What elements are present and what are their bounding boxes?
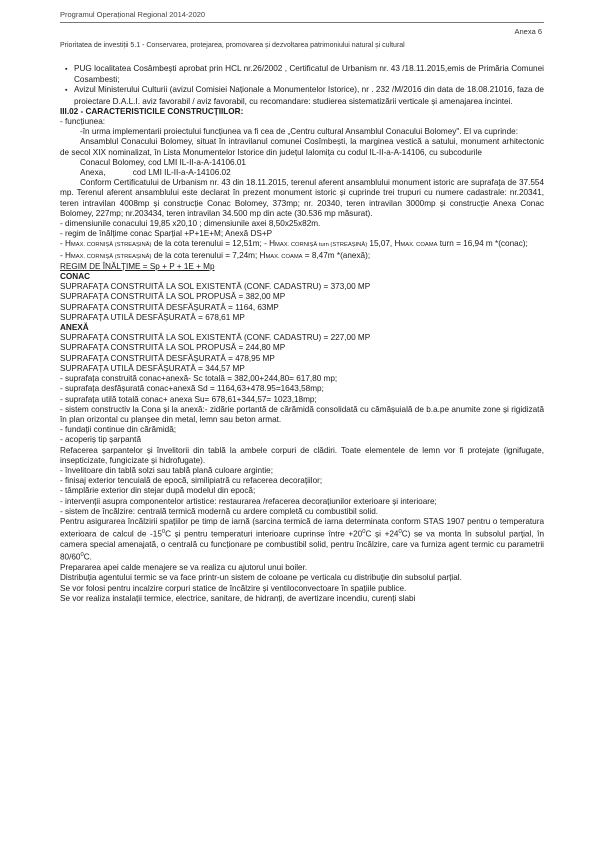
total-built-area: - suprafața construită conac+anexă- Sc totală = 382,00+244,80= 617,80 mp;	[60, 374, 338, 384]
distribution-line: Distribuția agentului termic se va face printr-un sistem de coloane pe verticala cu distribuție din subsolul parțial.	[60, 573, 462, 583]
anexa-heading: ANEXĂ	[60, 323, 89, 333]
height-subscript: MAX. COAMA	[400, 242, 438, 249]
roofing-line: - învelitoare din tablă solzi sau tablă plană culoare argintie;	[60, 465, 274, 475]
roof-refurbishment: Refacerea șarpantelor și învelitorii din tablă la ambele corpuri de clădiri. Toate elementele de lemn vor fi protejate (ignifugate, insepticizate, fungicizate și hidrofugate).	[60, 445, 544, 465]
height-anexa-line	[60, 251, 544, 262]
heating-text: C și pentru temperaturi interioare cuprinse între +20	[165, 529, 363, 539]
document-body	[60, 64, 544, 604]
header-divider	[60, 22, 544, 23]
heating-text: C) se va monta în subsolul parțial, în camera special amenajată, o centrală cu funcționare pe combustibil solid, pentru încălzire, care va furniza agent termic cu parametrii 80/60	[60, 529, 545, 563]
radiators-line: Se vor folosi pentru incalzire corpuri statice de încălzire și ventiloconvectoare în spațiile publice.	[60, 583, 407, 593]
heating-text: C și +24	[365, 529, 399, 539]
foundations-line: - fundații continue din cărămidă;	[60, 425, 177, 435]
function-label: - funcțiunea:	[60, 117, 106, 127]
height-text: - H	[60, 250, 71, 260]
exterior-finish-line: - finisaj exterior tencuială de epocă, similipiatră cu refacerea decorațiilor;	[60, 476, 323, 486]
height-conac-line	[60, 239, 544, 250]
heating-text: Pentru asigurarea încălzirii spațiilor pe timp de iarnă (sarcina termică de iarna determinata conform STAS 1907 pentru o temperatura exterioara de calcul de -15	[60, 516, 544, 539]
height-subscript: MAX. CORNIȘĂ (STREAȘINĂ)	[70, 242, 152, 249]
height-text: = 8,47m *(anexă);	[302, 250, 371, 260]
joinery-line: - tâmplărie exterior din stejar după modelul din epocă;	[60, 486, 256, 496]
degree-mark: 0	[161, 529, 166, 536]
anexa-area-existing: SUPRAFAȚA CONSTRUITĂ LA SOL EXISTENTĂ (CONF. CADASTRU) = 227,00 MP	[60, 333, 371, 343]
hot-water-line: Prepararea apei calde menajere se va realiza cu ajutorul unui boiler.	[60, 563, 308, 573]
roof-type-line: - acoperiș tip șarpantă	[60, 435, 142, 445]
degree-mark: 0	[362, 529, 366, 536]
subcode-conac: Conacul Bolomey, cod LMI IL-II-a-A-14106.01	[80, 157, 246, 167]
heating-text: C.	[83, 553, 92, 563]
anexa-area-developed: SUPRAFAȚA CONSTRUITĂ DESFĂȘURATĂ = 478,95 MP	[60, 353, 275, 363]
section-heading: III.02 - CARACTERISTICILE CONSTRUCȚIILOR:	[60, 106, 244, 116]
priority-axis: Prioritatea de investiții 5.1 - Conservarea, protejarea, promovarea și dezvoltarea patrimoniului natural și cultural	[60, 42, 405, 49]
height-subscript: MAX. CORNIȘĂ (STREAȘINĂ)	[70, 253, 152, 260]
anexa-area-useful: SUPRAFAȚA UTILĂ DESFĂȘURATĂ = 344,57 MP	[60, 363, 245, 373]
anexa-area-proposed: SUPRAFAȚA CONSTRUITĂ LA SOL PROPUSĂ = 244,80 MP	[60, 343, 286, 353]
subcode-anexa: Anexa, cod LMI IL-II-a-A-14106.02	[80, 168, 231, 178]
height-regime-line: - regim de înălțime conac Sparțial +P+1E+M; Anexă DS+P	[60, 229, 273, 239]
bullet-pug: ▪ PUG localitatea Cosâmbești aprobat prin HCL nr.26/2002 , Certificatul de Urbanism nr. 43 /18.11.2015,emis de Primăria Comunei Cosambesti;	[60, 64, 544, 85]
height-text: - H	[60, 239, 71, 249]
artistic-interventions: - intervenții asupra componentelor artistice: restaurarea /refacerea decorațiunilor exterioare și interioare;	[60, 496, 437, 506]
dimensions-line: - dimensiunile conacului 19,85 x20,10 ; dimensiunile axei 8,50x25x82m.	[60, 219, 321, 229]
function-paragraph: -în urma implementarii proiectului funcțiunea va fi cea de „Centru cultural Ansamblul Conacului Bolomey". El va cuprinde:	[80, 127, 518, 137]
height-text: de la cota terenului = 7,24m; H	[151, 250, 266, 260]
program-header: Programul Operațional Regional 2014-2020	[60, 10, 206, 19]
height-subscript: MAX. COAMA	[265, 253, 303, 260]
height-text: 15,07, H	[367, 239, 401, 249]
degree-mark: 0	[80, 552, 84, 559]
conac-area-developed: SUPRAFAȚA CONSTRUITĂ DESFĂȘURATĂ = 1164, 63MP	[60, 302, 279, 312]
height-regime-total: REGIM DE ÎNĂLȚIME = Sp + P + 1E + Mp	[60, 261, 215, 271]
conac-area-existing: SUPRAFAȚA CONSTRUITĂ LA SOL EXISTENTĂ (CONF. CADASTRU) = 373,00 MP	[60, 282, 371, 292]
height-subscript: MAX. CORNIȘĂ turn (STREAȘINĂ)	[275, 242, 368, 249]
height-text: turn = 16,94 m *(conac);	[437, 239, 528, 249]
height-text: de la cota terenului = 12,51m; - H	[151, 239, 276, 249]
bullet-aviz: ▪ Avizul Ministerului Culturii (avizul Comisiei Naționale a Monumentelor Istorice), nr . 232 /M/2016 din data de 18.08.21016, faza de proiectare D.A.L.I. aviz favorabil / aviz favorabil, cu recomandare: studierea sistematizării verticale și amenajarea incintei.	[60, 85, 544, 106]
ensemble-paragraph: Ansamblul Conacului Bolomey, situat în intravilanul comunei Cosîmbești, la marginea vestică a satului, monument arhitectonic de secol XIX nominalizat, în Lista Monumentelor Istorice din județul Ialomița cu codul IL-II-a-A-14106, cu subcodurile	[60, 137, 544, 157]
total-developed-area: - suprafața desfășurată conac+anexă Sd = 1164,63+478.95=1643,58mp;	[60, 384, 324, 394]
conac-heading: CONAC	[60, 272, 91, 282]
annex-label: Anexa 6	[514, 27, 542, 36]
heating-system-line: - sistem de încălzire: centrală termică modernă cu ardere completă cu combustibil solid.	[60, 506, 379, 516]
conac-area-proposed: SUPRAFAȚA CONSTRUITĂ LA SOL PROPUSĂ = 382,00 MP	[60, 292, 286, 302]
degree-mark: 0	[398, 529, 402, 536]
heating-paragraph	[60, 517, 544, 563]
urbanism-paragraph: Conform Certificatului de Urbanism nr. 43 din 18.11.2015, terenul aferent ansamblului monument istoric are suprafața de 37.554 mp. Terenul aferent ansamblului este declarat în prezent monument istoric și cuprinde trei trupuri cu numere cadastrale: nr.20341, teren intravilan 4008mp și construcție Conac Bolomey, 373mp; nr. 20340, teren intravilan 3000mp și construcție Anexa Conac Bolomey, 227mp; nr.203434, teren intravilan 34.500 mp din acte (30.536 mp măsurat).	[60, 178, 544, 218]
installations-line: Se vor realiza instalații termice, electrice, sanitare, de hidranți, de avertizare incendiu, curenți slabi	[60, 593, 416, 603]
total-useful-area: - suprafața utilă totală conac+ anexa Su= 678,61+344,57= 1023,18mp;	[60, 394, 317, 404]
construction-system: - sistem constructiv la Cona și la anexă:- zidărie portantă de cărămidă consolidată cu cămășuială de b.a.pe anumite zone și rigidizată în plan orizontal cu planșee din metal, lemn sau beton armat.	[60, 404, 544, 424]
conac-area-useful: SUPRAFAȚA UTILĂ DESFĂȘURATĂ = 678,61 MP	[60, 312, 245, 322]
